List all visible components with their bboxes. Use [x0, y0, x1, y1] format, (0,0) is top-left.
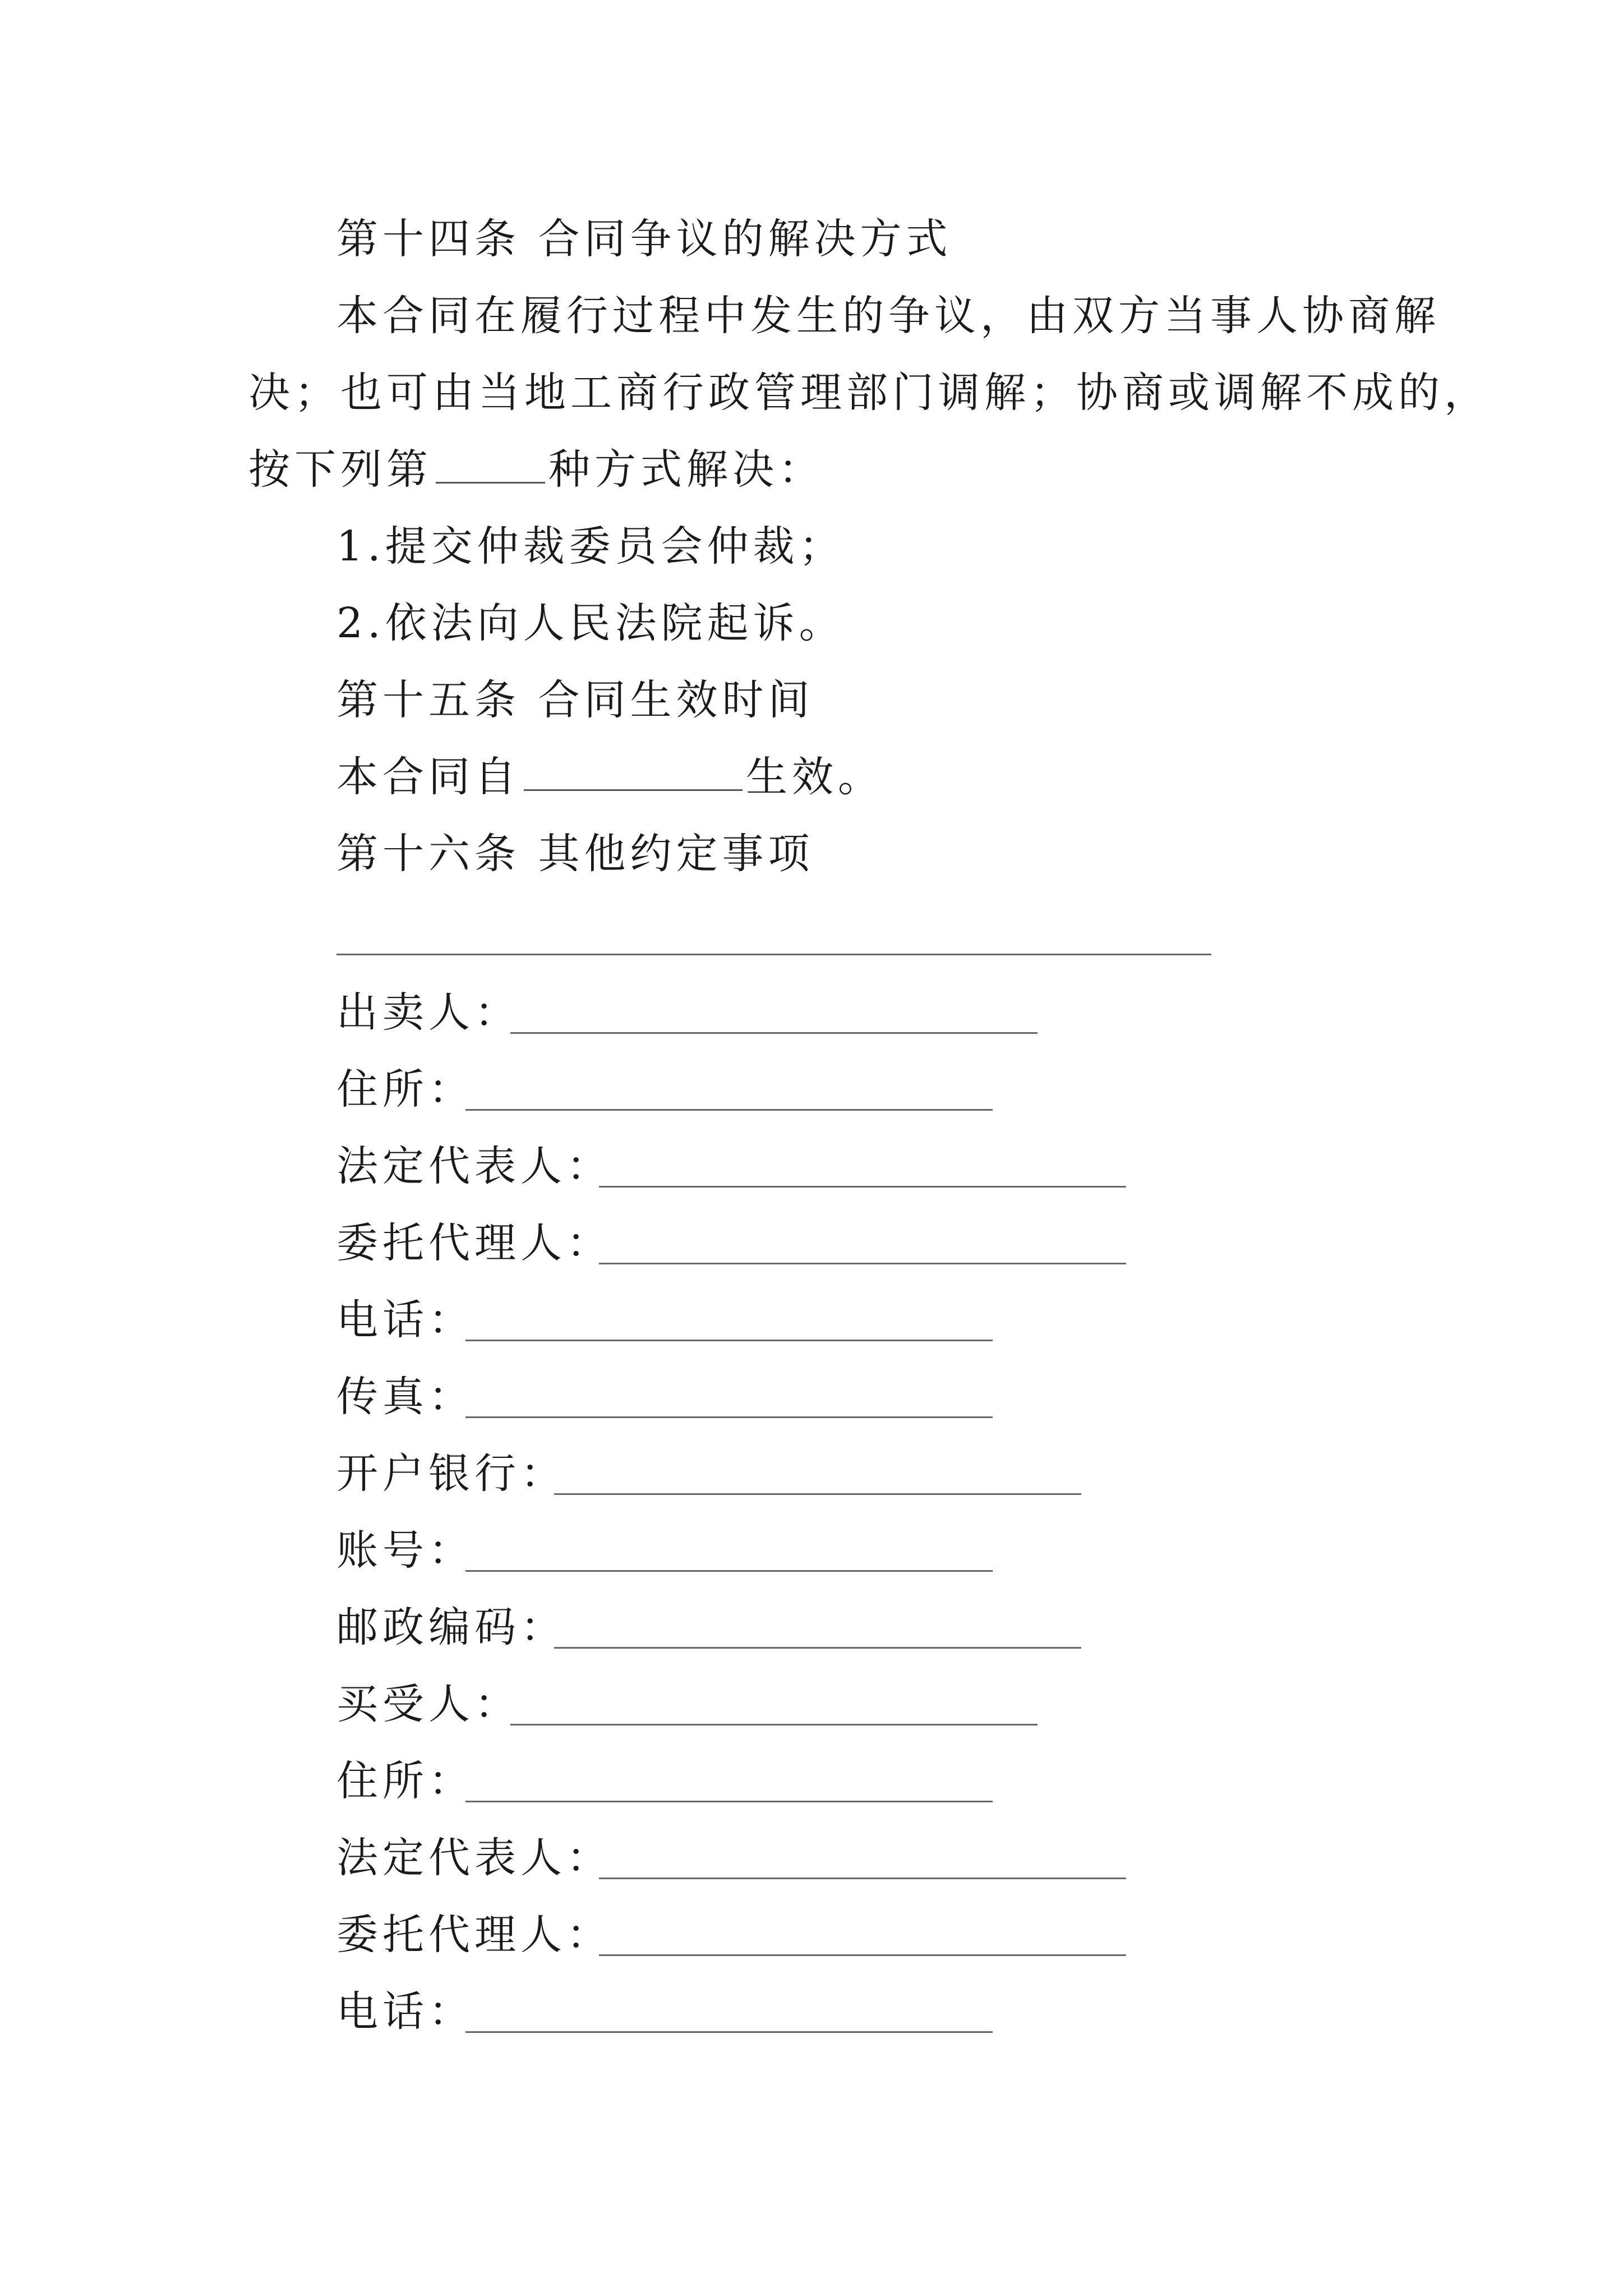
article-15-text	[336, 749, 884, 805]
seller-name-label: 出卖人：	[336, 988, 520, 1037]
seller-bank-label: 开户银行：	[336, 1450, 566, 1498]
seller-agent-field[interactable]	[599, 1263, 1126, 1264]
article-14-paragraph-line-2: 决；也可由当地工商行政管理部门调解；协商或调解不成的，	[248, 369, 1490, 417]
article-16-heading: 第十六条 其他约定事项	[336, 830, 814, 878]
buyer-phone-field[interactable]	[465, 2031, 993, 2033]
seller-legal-rep-label: 法定代表人：	[336, 1142, 612, 1190]
seller-address-field[interactable]	[465, 1109, 993, 1111]
seller-phone-field[interactable]	[465, 1340, 993, 1341]
seller-account-field[interactable]	[465, 1570, 993, 1572]
article-14-option-2: 2.依法向人民法院起诉。	[336, 599, 845, 647]
article-14-line-3-suffix: 种方式解决：	[548, 445, 824, 494]
seller-name-field[interactable]	[510, 1032, 1038, 1034]
buyer-agent-label: 委托代理人：	[336, 1911, 612, 1959]
buyer-address-field[interactable]	[465, 1801, 993, 1802]
article-15-prefix: 本合同自	[336, 753, 520, 801]
buyer-address-label: 住所：	[336, 1757, 474, 1805]
seller-phone-label: 电话：	[336, 1296, 474, 1344]
other-matters-blank-line[interactable]	[336, 954, 1211, 955]
article-15-suffix: 生效。	[746, 753, 884, 801]
dispute-method-blank[interactable]	[436, 443, 545, 484]
article-14-paragraph-line-3	[248, 441, 824, 498]
article-14-line-3-prefix: 按下列第	[248, 445, 432, 494]
seller-fax-field[interactable]	[465, 1416, 993, 1418]
buyer-legal-rep-label: 法定代表人：	[336, 1834, 612, 1882]
seller-postcode-label: 邮政编码：	[336, 1603, 566, 1651]
seller-address-label: 住所：	[336, 1065, 474, 1114]
buyer-legal-rep-field[interactable]	[599, 1878, 1126, 1879]
buyer-name-label: 买受人：	[336, 1680, 520, 1728]
buyer-agent-field[interactable]	[599, 1954, 1126, 1956]
seller-agent-label: 委托代理人：	[336, 1219, 612, 1267]
seller-bank-field[interactable]	[554, 1493, 1081, 1495]
seller-legal-rep-field[interactable]	[599, 1186, 1126, 1188]
seller-account-label: 账号：	[336, 1526, 474, 1575]
buyer-name-field[interactable]	[510, 1724, 1038, 1726]
seller-fax-label: 传真：	[336, 1373, 474, 1421]
article-15-heading: 第十五条 合同生效时间	[336, 676, 814, 724]
article-14-paragraph-line-1: 本合同在履行过程中发生的争议，由双方当事人协商解	[336, 292, 1440, 340]
article-14-option-1: 1.提交仲裁委员会仲裁；	[336, 522, 845, 570]
effective-date-blank[interactable]	[524, 750, 743, 791]
buyer-phone-label: 电话：	[336, 1987, 474, 2036]
seller-postcode-field[interactable]	[554, 1647, 1081, 1649]
article-14-heading: 第十四条 合同争议的解决方式	[336, 215, 952, 263]
